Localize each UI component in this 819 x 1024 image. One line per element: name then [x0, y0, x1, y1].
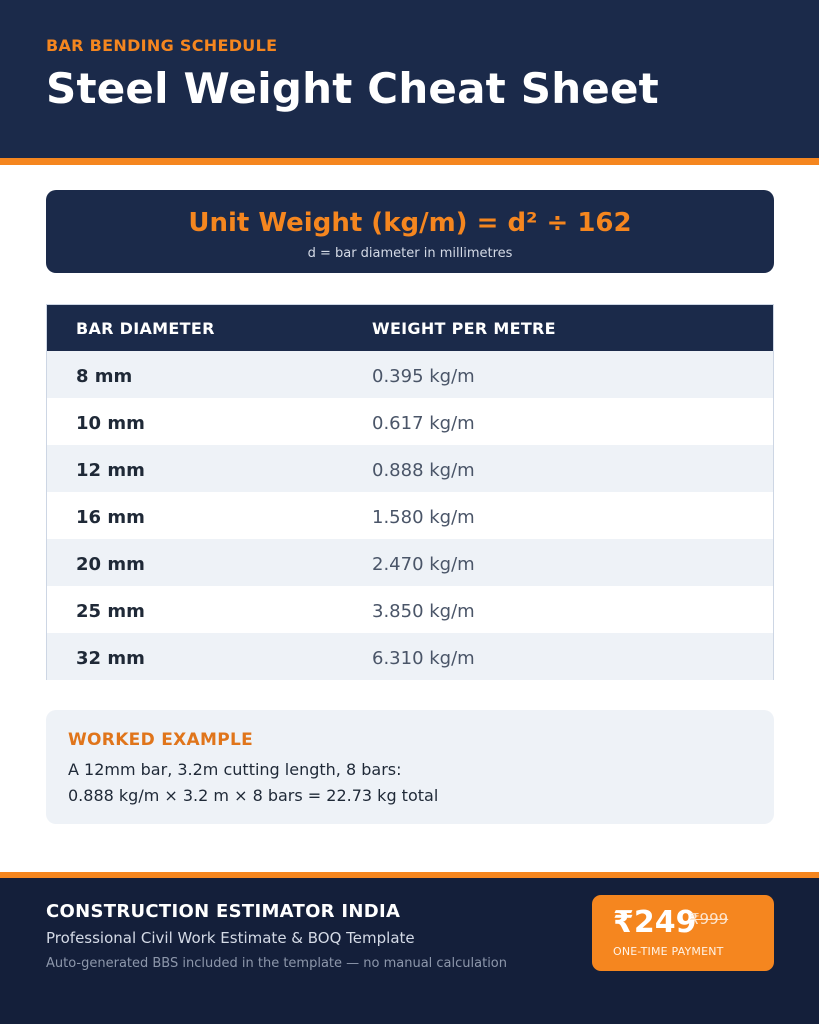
worked-example-title: WORKED EXAMPLE	[68, 730, 254, 750]
footer	[0, 872, 819, 1024]
header-accent-bar	[0, 158, 819, 165]
table-row	[47, 539, 773, 586]
weight-cell: 0.617 kg/m	[372, 413, 475, 434]
formula-text: Unit Weight (kg/m) = d² ÷ 162	[188, 208, 632, 238]
diameter-cell: 32 mm	[76, 648, 145, 669]
table-row	[47, 586, 773, 633]
weight-cell: 0.395 kg/m	[372, 366, 475, 387]
diameter-cell: 8 mm	[76, 366, 133, 387]
weight-cell: 1.580 kg/m	[372, 507, 475, 528]
price-badge	[592, 895, 774, 971]
worked-example-line-1: A 12mm bar, 3.2m cutting length, 8 bars:	[68, 760, 402, 779]
diameter-cell: 16 mm	[76, 507, 145, 528]
footer-note: Auto-generated BBS included in the template — no manual calculation	[46, 956, 508, 971]
price-current: ₹249	[613, 905, 697, 940]
price-original: ₹999	[690, 910, 729, 928]
table-row	[47, 492, 773, 539]
worked-example-box	[46, 710, 774, 824]
table-row	[47, 398, 773, 445]
diameter-cell: 12 mm	[76, 460, 145, 481]
diameter-cell: 25 mm	[76, 601, 145, 622]
header-weight-per-metre: WEIGHT PER METRE	[372, 319, 556, 338]
header-kicker: BAR BENDING SCHEDULE	[46, 36, 278, 55]
footer-accent-bar	[0, 872, 819, 878]
header	[0, 0, 819, 160]
formula-note: d = bar diameter in millimetres	[307, 246, 513, 261]
weight-cell: 6.310 kg/m	[372, 648, 475, 669]
price-note: ONE-TIME PAYMENT	[613, 945, 724, 958]
table-row	[47, 351, 773, 398]
weight-cell: 0.888 kg/m	[372, 460, 475, 481]
table-header	[47, 305, 773, 351]
weight-cell: 3.850 kg/m	[372, 601, 475, 622]
diameter-cell: 10 mm	[76, 413, 145, 434]
diameter-cell: 20 mm	[76, 554, 145, 575]
table-row	[47, 633, 773, 680]
weight-cell: 2.470 kg/m	[372, 554, 475, 575]
footer-subtitle: Professional Civil Work Estimate & BOQ Template	[46, 929, 415, 947]
formula-box	[46, 190, 774, 273]
page-title: Steel Weight Cheat Sheet	[46, 64, 659, 113]
header-bar-diameter: BAR DIAMETER	[76, 319, 215, 338]
table-row	[47, 445, 773, 492]
worked-example-line-2: 0.888 kg/m × 3.2 m × 8 bars = 22.73 kg total	[68, 786, 439, 805]
weight-table	[46, 304, 774, 680]
brand-name: CONSTRUCTION ESTIMATOR INDIA	[46, 901, 401, 922]
